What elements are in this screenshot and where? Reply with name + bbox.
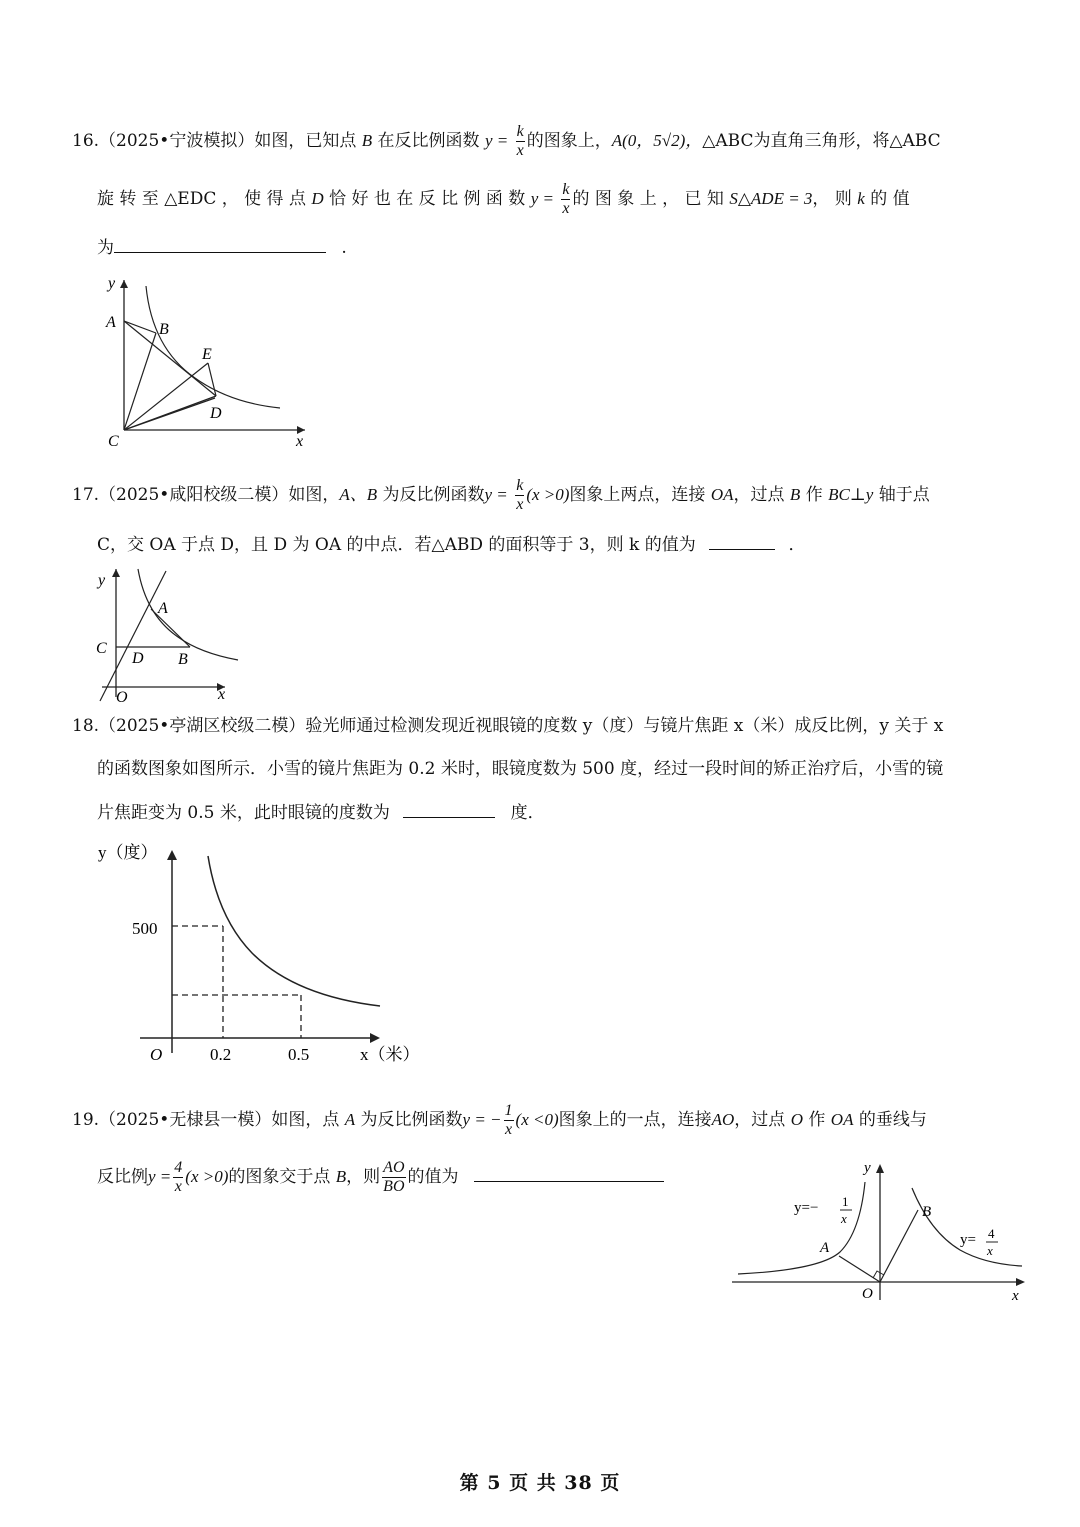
fig17-y-label: y [98, 572, 106, 589]
q19-line2: 反比例y = $\frac{4}{x}$ (x >0)的图象交于点 B，则 $\frac{AO}{BO}$ 的值为 [97, 1160, 664, 1195]
fig18-500-label: 500 [132, 919, 158, 938]
fig17-D-label: D [132, 650, 144, 667]
fig16-y-label: y [108, 275, 116, 292]
fig18-02-label: 0.2 [210, 1045, 232, 1064]
fig16-B-label: B [159, 321, 169, 338]
fig19-right-fn-label: y= [960, 1232, 976, 1248]
answer-blank-16[interactable] [114, 238, 326, 253]
fig16-A-label: A [106, 314, 116, 331]
q17-line1: 17.（2025•咸阳校级二模）如图，A、B 为反比例函数y = $\frac{k}{x}$ (x >0)图象上两点，连接 OA，过点 B 作 BC⊥y 轴于点 [72, 477, 930, 513]
answer-blank-19[interactable] [474, 1167, 664, 1182]
fig19-O-label: O [862, 1286, 873, 1302]
q16-line1: 16.（2025•宁波模拟）如图，已知点 B 在反比例函数 y = $\frac{k}{x}$ 的图象上，A(0，5√2)，△ABC为直角三角形，将△ABC [72, 123, 941, 159]
q17-line2: C，交 OA 于点 D，且 D 为 OA 的中点．若△ABD 的面积等于 3，则 k 的值为 ． [97, 535, 806, 555]
fig19-left-fn-den: x [841, 1211, 847, 1226]
q16-line3: 为 . [97, 238, 347, 258]
fig16-D-label: D [210, 405, 222, 422]
fig16-E-label: E [202, 346, 212, 363]
q18-line2: 的函数图象如图所示．小雪的镜片焦距为 0.2 米时，眼镜度数为 500 度，经过一段时间的矫正治疗后，小雪的镜 [97, 759, 944, 779]
fig18-y-label: y（度） [98, 843, 158, 862]
fig19-left-fn-label: y=− [794, 1200, 819, 1216]
fraction-k-over-x: $\frac{k}{x}$ [516, 123, 524, 159]
q18-line1: 18.（2025•亭湖区校级二模）验光师通过检测发现近视眼镜的度数 y（度）与镜片焦距 x（米）成反比例，y 关于 x [72, 716, 944, 736]
q16-line2: 旋 转 至 △EDC ， 使 得 点 D 恰 好 也 在 反 比 例 函 数 y = $\frac{k}{x}$ 的 图 象 上 ， 已 知 S△ADE = 3， 则 k 的 值 [97, 181, 910, 217]
fig16-x-label: x [296, 433, 304, 450]
fig19-left-fn-num: 1 [842, 1194, 849, 1209]
fig19-B-label: B [922, 1204, 932, 1220]
fig19-right-fn-den: x [987, 1243, 993, 1258]
q19-line1: 19.（2025•无棣县一模）如图，点 A 为反比例函数y = − $\frac{1}{x}$ (x <0)图象上的一点，连接AO，过点 O 作 OA 的垂线与 [72, 1102, 927, 1138]
fig17-B-label: B [178, 651, 188, 668]
fig17-C-label: C [96, 640, 107, 657]
fig16-C-label: C [108, 433, 119, 450]
fig19-A-label: A [820, 1240, 830, 1256]
fig17-O-label: O [116, 689, 128, 705]
answer-blank-18[interactable] [403, 803, 495, 818]
fig19-y-label: y [864, 1160, 871, 1176]
q17-figure [90, 565, 250, 705]
fig18-O-label: O [150, 1045, 163, 1064]
q18-figure [90, 838, 430, 1070]
q16-figure [90, 268, 320, 453]
q18-line3: 片焦距变为 0.5 米，此时眼镜的度数为 度． [97, 803, 545, 823]
fig19-x-label: x [1012, 1288, 1019, 1304]
fig19-right-fn-num: 4 [988, 1226, 995, 1241]
fig18-05-label: 0.5 [288, 1045, 310, 1064]
answer-blank-17[interactable] [709, 535, 775, 550]
page-footer: 第 5 页 共 38 页 [459, 1472, 621, 1494]
fig17-x-label: x [218, 686, 226, 703]
q19-figure [730, 1152, 1030, 1304]
fig18-x-label: x（米） [360, 1045, 420, 1064]
fig17-A-label: A [158, 600, 168, 617]
